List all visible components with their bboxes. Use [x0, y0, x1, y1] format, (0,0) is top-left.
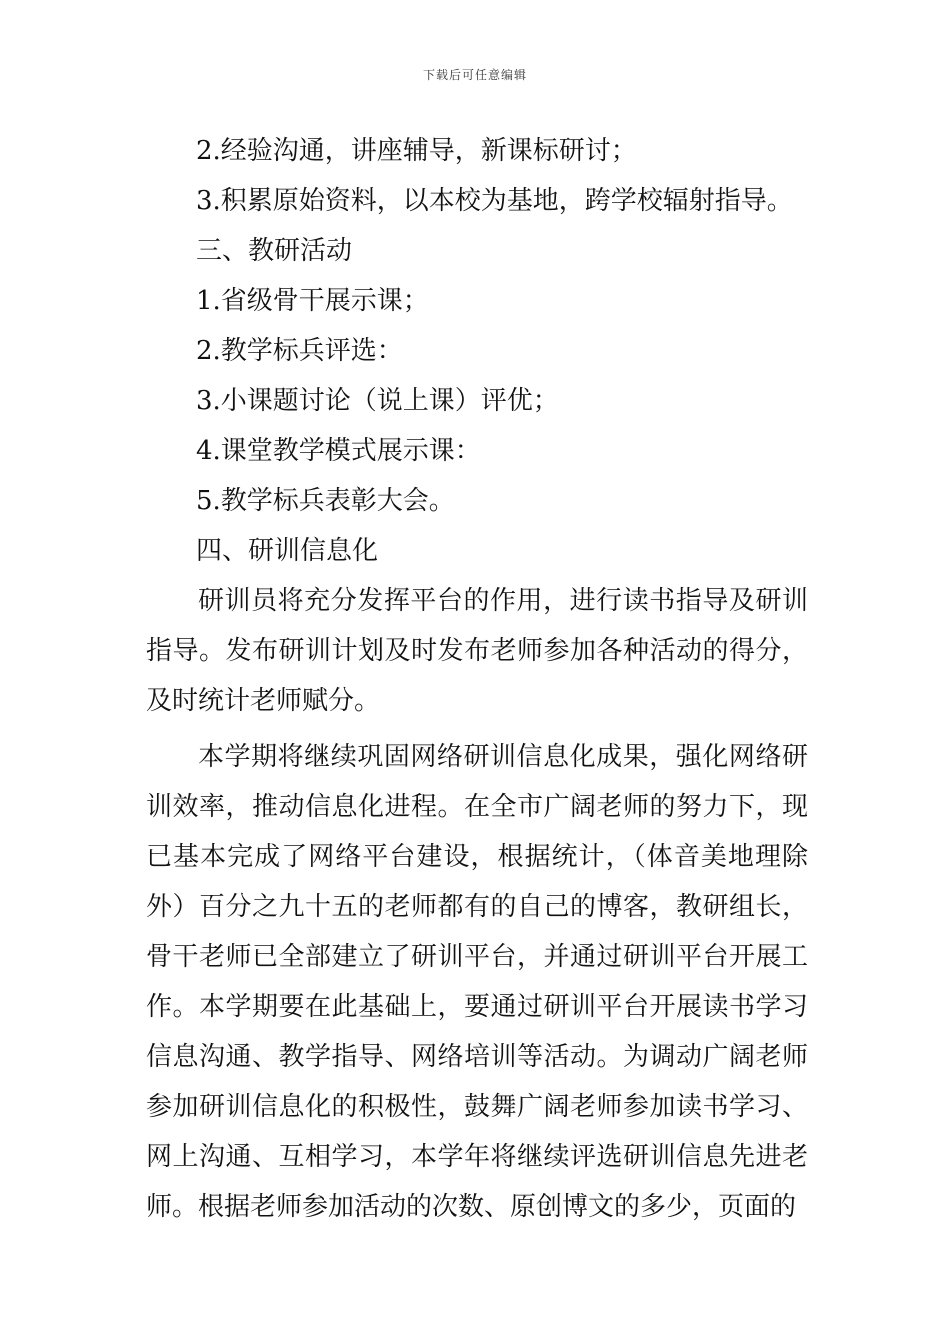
- list-item: 5.教学标兵表彰大会。: [196, 486, 455, 516]
- list-item: 3.小课题讨论（说上课）评优；: [196, 386, 559, 416]
- list-item: 2.经验沟通，讲座辅导，新课标研讨；: [196, 136, 637, 166]
- list-item: 3.积累原始资料，以本校为基地，跨学校辐射指导。: [196, 186, 793, 216]
- document-body: [146, 126, 808, 1232]
- header-note: 下载后可任意编辑: [422, 68, 527, 82]
- paragraph: 本学期将继续巩固网络研训信息化成果，强化网络研训效率，推动信息化进程。在全市广阔老师的努力下，现已基本完成了网络平台建设，根据统计，（体音美地理除外）百分之九十五的老师都有的自己的博客，教研组长，骨干老师已全部建立了研训平台，并通过研训平台开展工作。本学期要在此基础上，要通过研训平台开展读书学习信息沟通、教学指导、网络培训等活动。为调动广阔老师参加研训信息化的积极性，鼓舞广阔老师参加读书学习、网上沟通、互相学习，本学年将继续评选研训信息先进老师。根据老师参加活动的次数、原创博文的多少，页面的: [146, 742, 808, 1222]
- list-item: 2.教学标兵评选：: [196, 336, 403, 366]
- list-item: 1.省级骨干展示课；: [196, 286, 429, 316]
- section-heading: 四、研训信息化: [196, 536, 379, 566]
- paragraph: 研训员将充分发挥平台的作用，进行读书指导及研训指导。发布研训计划及时发布老师参加各种活动的得分，及时统计老师赋分。: [146, 586, 808, 716]
- list-item: 4.课堂教学模式展示课：: [196, 436, 481, 466]
- section-heading: 三、教研活动: [196, 236, 353, 266]
